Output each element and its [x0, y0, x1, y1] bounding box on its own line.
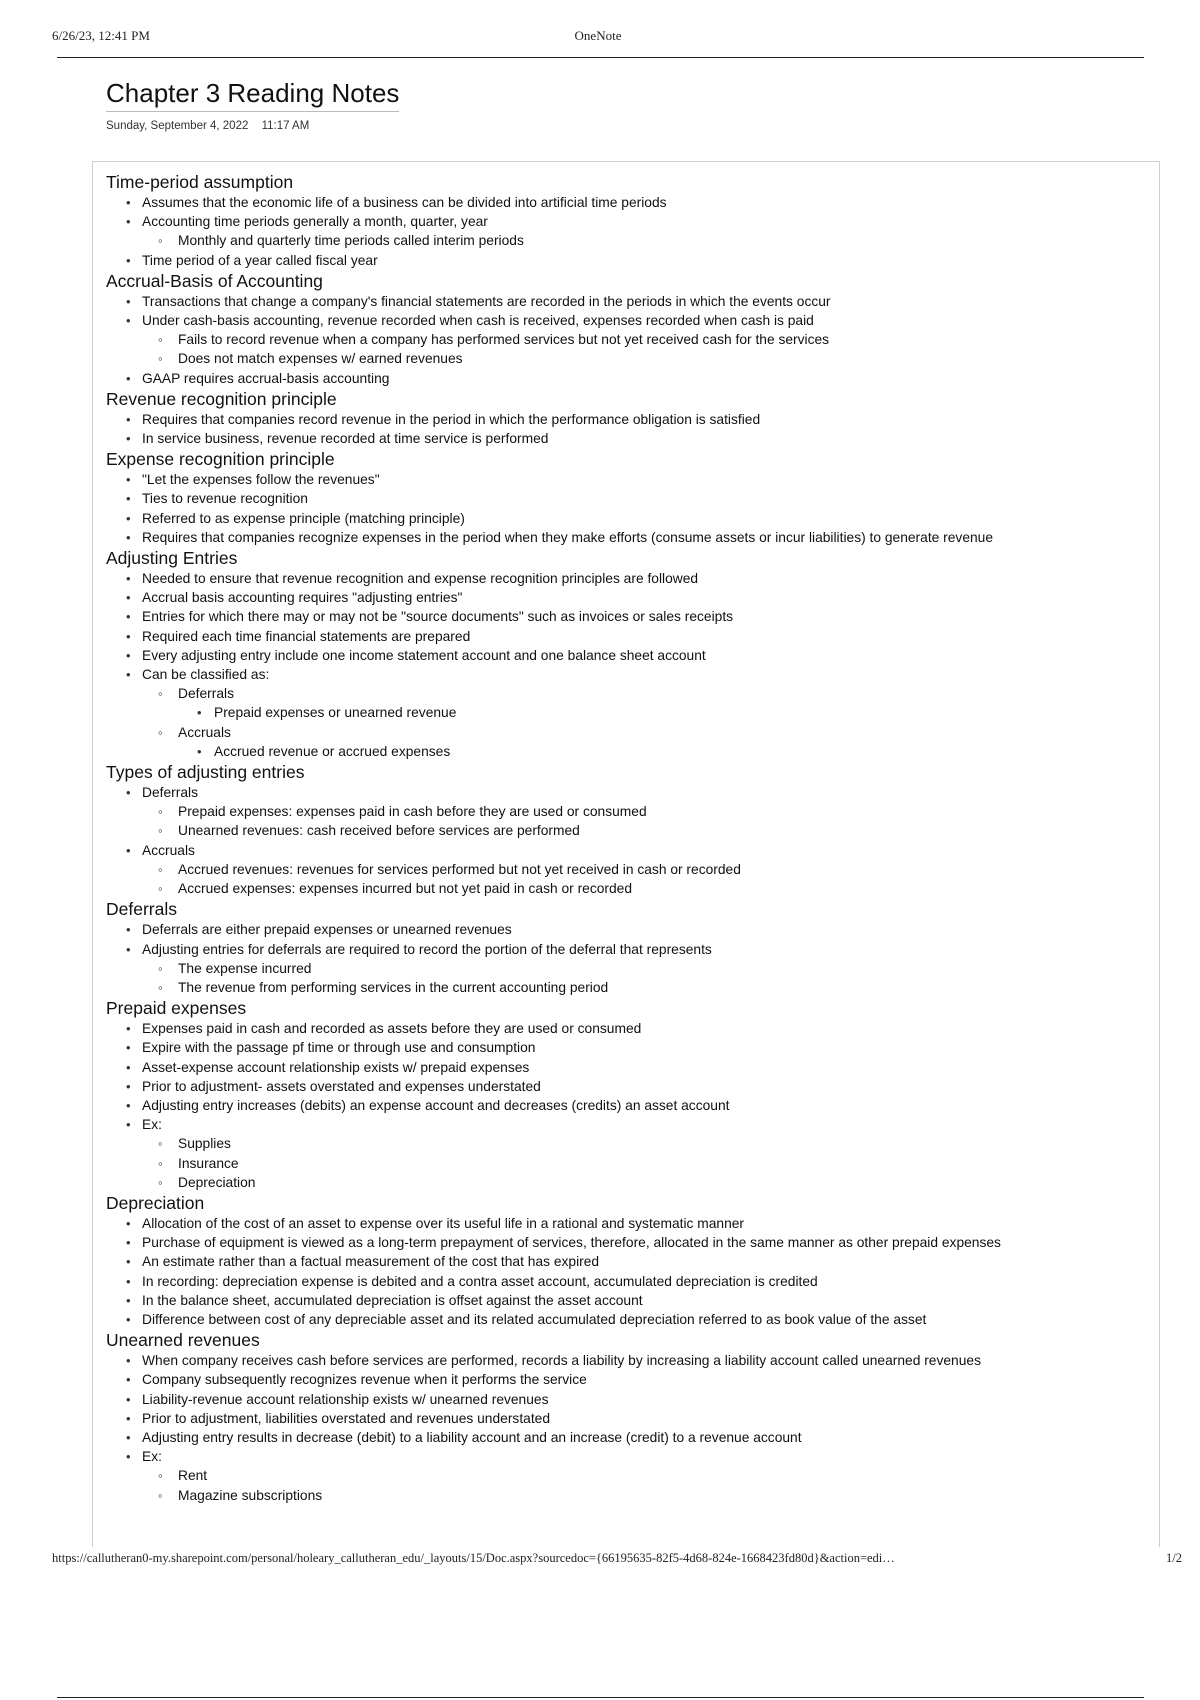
bullet-item-level-2[interactable]: ◦ Deferrals — [106, 684, 1156, 703]
section-heading[interactable]: Unearned revenues — [106, 1330, 260, 1351]
bullet-item-level-1[interactable]: • Liability-revenue account relationship exists w/ unearned revenues — [106, 1390, 1156, 1409]
bullet-item-level-1[interactable]: • Asset-expense account relationship exists w/ prepaid expenses — [106, 1058, 1156, 1077]
bullet-item-level-1[interactable]: • Difference between cost of any depreciable asset and its related accumulated depreciation referred to as book value of the asset — [106, 1310, 1156, 1329]
page-number: 1/2 — [1166, 1551, 1182, 1565]
bullet-item-level-2[interactable]: ◦ Unearned revenues: cash received before services are performed — [106, 821, 1156, 840]
bullet-item-level-2[interactable]: ◦ The expense incurred — [106, 959, 1156, 978]
bullet-list — [106, 783, 1156, 898]
bullet-list — [106, 1214, 1156, 1329]
note-section — [106, 388, 1156, 448]
bullet-list — [106, 193, 1156, 270]
bullet-item-level-2[interactable]: ◦ Does not match expenses w/ earned revenues — [106, 349, 1156, 368]
bullet-item-level-1[interactable]: • In service business, revenue recorded at time service is performed — [106, 429, 1156, 448]
bullet-item-level-2[interactable]: ◦ Supplies — [106, 1134, 1156, 1153]
bullet-item-level-1[interactable]: • Company subsequently recognizes revenue when it performs the service — [106, 1370, 1156, 1389]
page-date: Sunday, September 4, 2022 — [106, 120, 249, 132]
bullet-list — [106, 292, 1156, 388]
bullet-item-level-1[interactable]: • Expenses paid in cash and recorded as assets before they are used or consumed — [106, 1019, 1156, 1038]
bullet-item-level-3[interactable]: • Prepaid expenses or unearned revenue — [106, 703, 1156, 722]
section-heading[interactable]: Prepaid expenses — [106, 998, 247, 1019]
bullet-item-level-1[interactable]: • Adjusting entries for deferrals are required to record the portion of the deferral that represents — [106, 940, 1156, 959]
bullet-item-level-1[interactable]: • Every adjusting entry include one income statement account and one balance sheet account — [106, 646, 1156, 665]
bullet-item-level-1[interactable]: • Needed to ensure that revenue recognition and expense recognition principles are followed — [106, 569, 1156, 588]
bullet-item-level-2[interactable]: ◦ Rent — [106, 1466, 1156, 1485]
note-section — [106, 171, 1156, 270]
print-header — [52, 28, 1144, 58]
bullet-item-level-1[interactable]: • In recording: depreciation expense is debited and a contra asset account, accumulated depreciation is credited — [106, 1272, 1156, 1291]
bullet-item-level-1[interactable]: • GAAP requires accrual-basis accounting — [106, 369, 1156, 388]
section-heading[interactable]: Deferrals — [106, 899, 177, 920]
bullet-item-level-1[interactable]: • Expire with the passage pf time or through use and consumption — [106, 1038, 1156, 1057]
bullet-item-level-1[interactable]: • Ex: — [106, 1115, 1156, 1134]
bullet-item-level-2[interactable]: ◦ Fails to record revenue when a company has performed services but not yet received cash for the services — [106, 330, 1156, 349]
bullet-item-level-1[interactable]: • Adjusting entry results in decrease (debit) to a liability account and an increase (credit) to a revenue account — [106, 1428, 1156, 1447]
bullet-item-level-2[interactable]: ◦ Insurance — [106, 1154, 1156, 1173]
bullet-item-level-1[interactable]: • Can be classified as: — [106, 665, 1156, 684]
note-section — [106, 898, 1156, 997]
bullet-item-level-1[interactable]: • Referred to as expense principle (matching principle) — [106, 509, 1156, 528]
bullet-item-level-1[interactable]: • Transactions that change a company's financial statements are recorded in the periods in which the events occur — [106, 292, 1156, 311]
section-heading[interactable]: Types of adjusting entries — [106, 762, 305, 783]
bullet-item-level-2[interactable]: ◦ The revenue from performing services in the current accounting period — [106, 978, 1156, 997]
bullet-item-level-1[interactable]: • Adjusting entry increases (debits) an expense account and decreases (credits) an asset account — [106, 1096, 1156, 1115]
bullet-item-level-1[interactable]: • Assumes that the economic life of a business can be divided into artificial time periods — [106, 193, 1156, 212]
bullet-item-level-1[interactable]: • Purchase of equipment is viewed as a long-term prepayment of services, therefore, allocated in the same manner as other prepaid expenses — [106, 1233, 1156, 1252]
note-section — [106, 270, 1156, 388]
header-divider — [57, 57, 1144, 58]
bullet-item-level-1[interactable]: • Ex: — [106, 1447, 1156, 1466]
section-heading[interactable]: Depreciation — [106, 1192, 205, 1213]
bullet-item-level-1[interactable]: • Accrual basis accounting requires "adjusting entries" — [106, 588, 1156, 607]
section-heading[interactable]: Expense recognition principle — [106, 449, 335, 470]
bullet-item-level-2[interactable]: ◦ Monthly and quarterly time periods called interim periods — [106, 231, 1156, 250]
note-section — [106, 1192, 1156, 1329]
bullet-list — [106, 410, 1156, 448]
section-heading[interactable]: Revenue recognition principle — [106, 388, 337, 409]
bullet-item-level-1[interactable]: • Time period of a year called fiscal year — [106, 251, 1156, 270]
section-heading[interactable]: Time-period assumption — [106, 172, 294, 192]
bullet-item-level-2[interactable]: ◦ Magazine subscriptions — [106, 1486, 1156, 1505]
bullet-item-level-1[interactable]: • Requires that companies recognize expenses in the period when they make efforts (consume assets or incur liabilities) to generate revenue — [106, 528, 1156, 547]
bullet-item-level-2[interactable]: ◦ Accrued revenues: revenues for services performed but not yet received in cash or recorded — [106, 860, 1156, 879]
bullet-item-level-1[interactable]: • Prior to adjustment- assets overstated and expenses understated — [106, 1077, 1156, 1096]
bullet-list — [106, 1019, 1156, 1192]
print-date: 6/26/23, 12:41 PM — [52, 28, 150, 43]
bullet-item-level-1[interactable]: • Deferrals are either prepaid expenses or unearned revenues — [106, 920, 1156, 939]
bullet-item-level-1[interactable]: • Under cash-basis accounting, revenue recorded when cash is received, expenses recorded when cash is paid — [106, 311, 1156, 330]
page-url: https://callutheran0-my.sharepoint.com/personal/holeary_callutheran_edu/_layouts/15/Doc.aspx?sourcedoc={66195635-82f5-4d68-824e-1668423fd80d}&action=edi… — [52, 1551, 895, 1565]
bullet-item-level-3[interactable]: • Accrued revenue or accrued expenses — [106, 742, 1156, 761]
bullet-item-level-2[interactable]: ◦ Depreciation — [106, 1173, 1156, 1192]
page-title[interactable]: Chapter 3 Reading Notes — [106, 78, 399, 112]
note-outline[interactable] — [106, 171, 1156, 1505]
bullet-item-level-1[interactable]: • Ties to revenue recognition — [106, 489, 1156, 508]
bullet-item-level-1[interactable]: • Requires that companies record revenue in the period in which the performance obligation is satisfied — [106, 410, 1156, 429]
footer-divider — [57, 1697, 1144, 1698]
note-section — [106, 448, 1156, 547]
note-section — [106, 1329, 1156, 1505]
bullet-item-level-2[interactable]: ◦ Accruals — [106, 723, 1156, 742]
section-heading[interactable]: Adjusting Entries — [106, 548, 238, 569]
bullet-item-level-2[interactable]: ◦ Accrued expenses: expenses incurred but not yet paid in cash or recorded — [106, 879, 1156, 898]
bullet-item-level-1[interactable]: • Required each time financial statements are prepared — [106, 627, 1156, 646]
bullet-item-level-1[interactable]: • Entries for which there may or may not be "source documents" such as invoices or sales receipts — [106, 607, 1156, 626]
bullet-item-level-2[interactable]: ◦ Prepaid expenses: expenses paid in cash before they are used or consumed — [106, 802, 1156, 821]
bullet-item-level-1[interactable]: • An estimate rather than a factual measurement of the cost that has expired — [106, 1252, 1156, 1271]
note-section — [106, 547, 1156, 761]
bullet-item-level-1[interactable]: • Accruals — [106, 841, 1156, 860]
bullet-list — [106, 1351, 1156, 1505]
print-footer — [52, 1551, 1182, 1571]
bullet-item-level-1[interactable]: • When company receives cash before services are performed, records a liability by increasing a liability account called unearned revenues — [106, 1351, 1156, 1370]
bullet-item-level-1[interactable]: • Deferrals — [106, 783, 1156, 802]
bullet-item-level-1[interactable]: • Allocation of the cost of an asset to expense over its useful life in a rational and systematic manner — [106, 1214, 1156, 1233]
section-heading[interactable]: Accrual-Basis of Accounting — [106, 270, 323, 291]
bullet-list — [106, 569, 1156, 761]
note-section — [106, 761, 1156, 898]
print-app-name: OneNote — [574, 28, 622, 43]
bullet-item-level-1[interactable]: • Prior to adjustment, liabilities overstated and revenues understated — [106, 1409, 1156, 1428]
note-section — [106, 997, 1156, 1192]
page-time: 11:17 AM — [261, 120, 310, 132]
page-datetime — [106, 120, 309, 132]
bullet-list — [106, 920, 1156, 997]
bullet-item-level-1[interactable]: • Accounting time periods generally a month, quarter, year — [106, 212, 1156, 231]
bullet-item-level-1[interactable]: • In the balance sheet, accumulated depreciation is offset against the asset account — [106, 1291, 1156, 1310]
bullet-list — [106, 470, 1156, 547]
bullet-item-level-1[interactable]: • "Let the expenses follow the revenues" — [106, 470, 1156, 489]
